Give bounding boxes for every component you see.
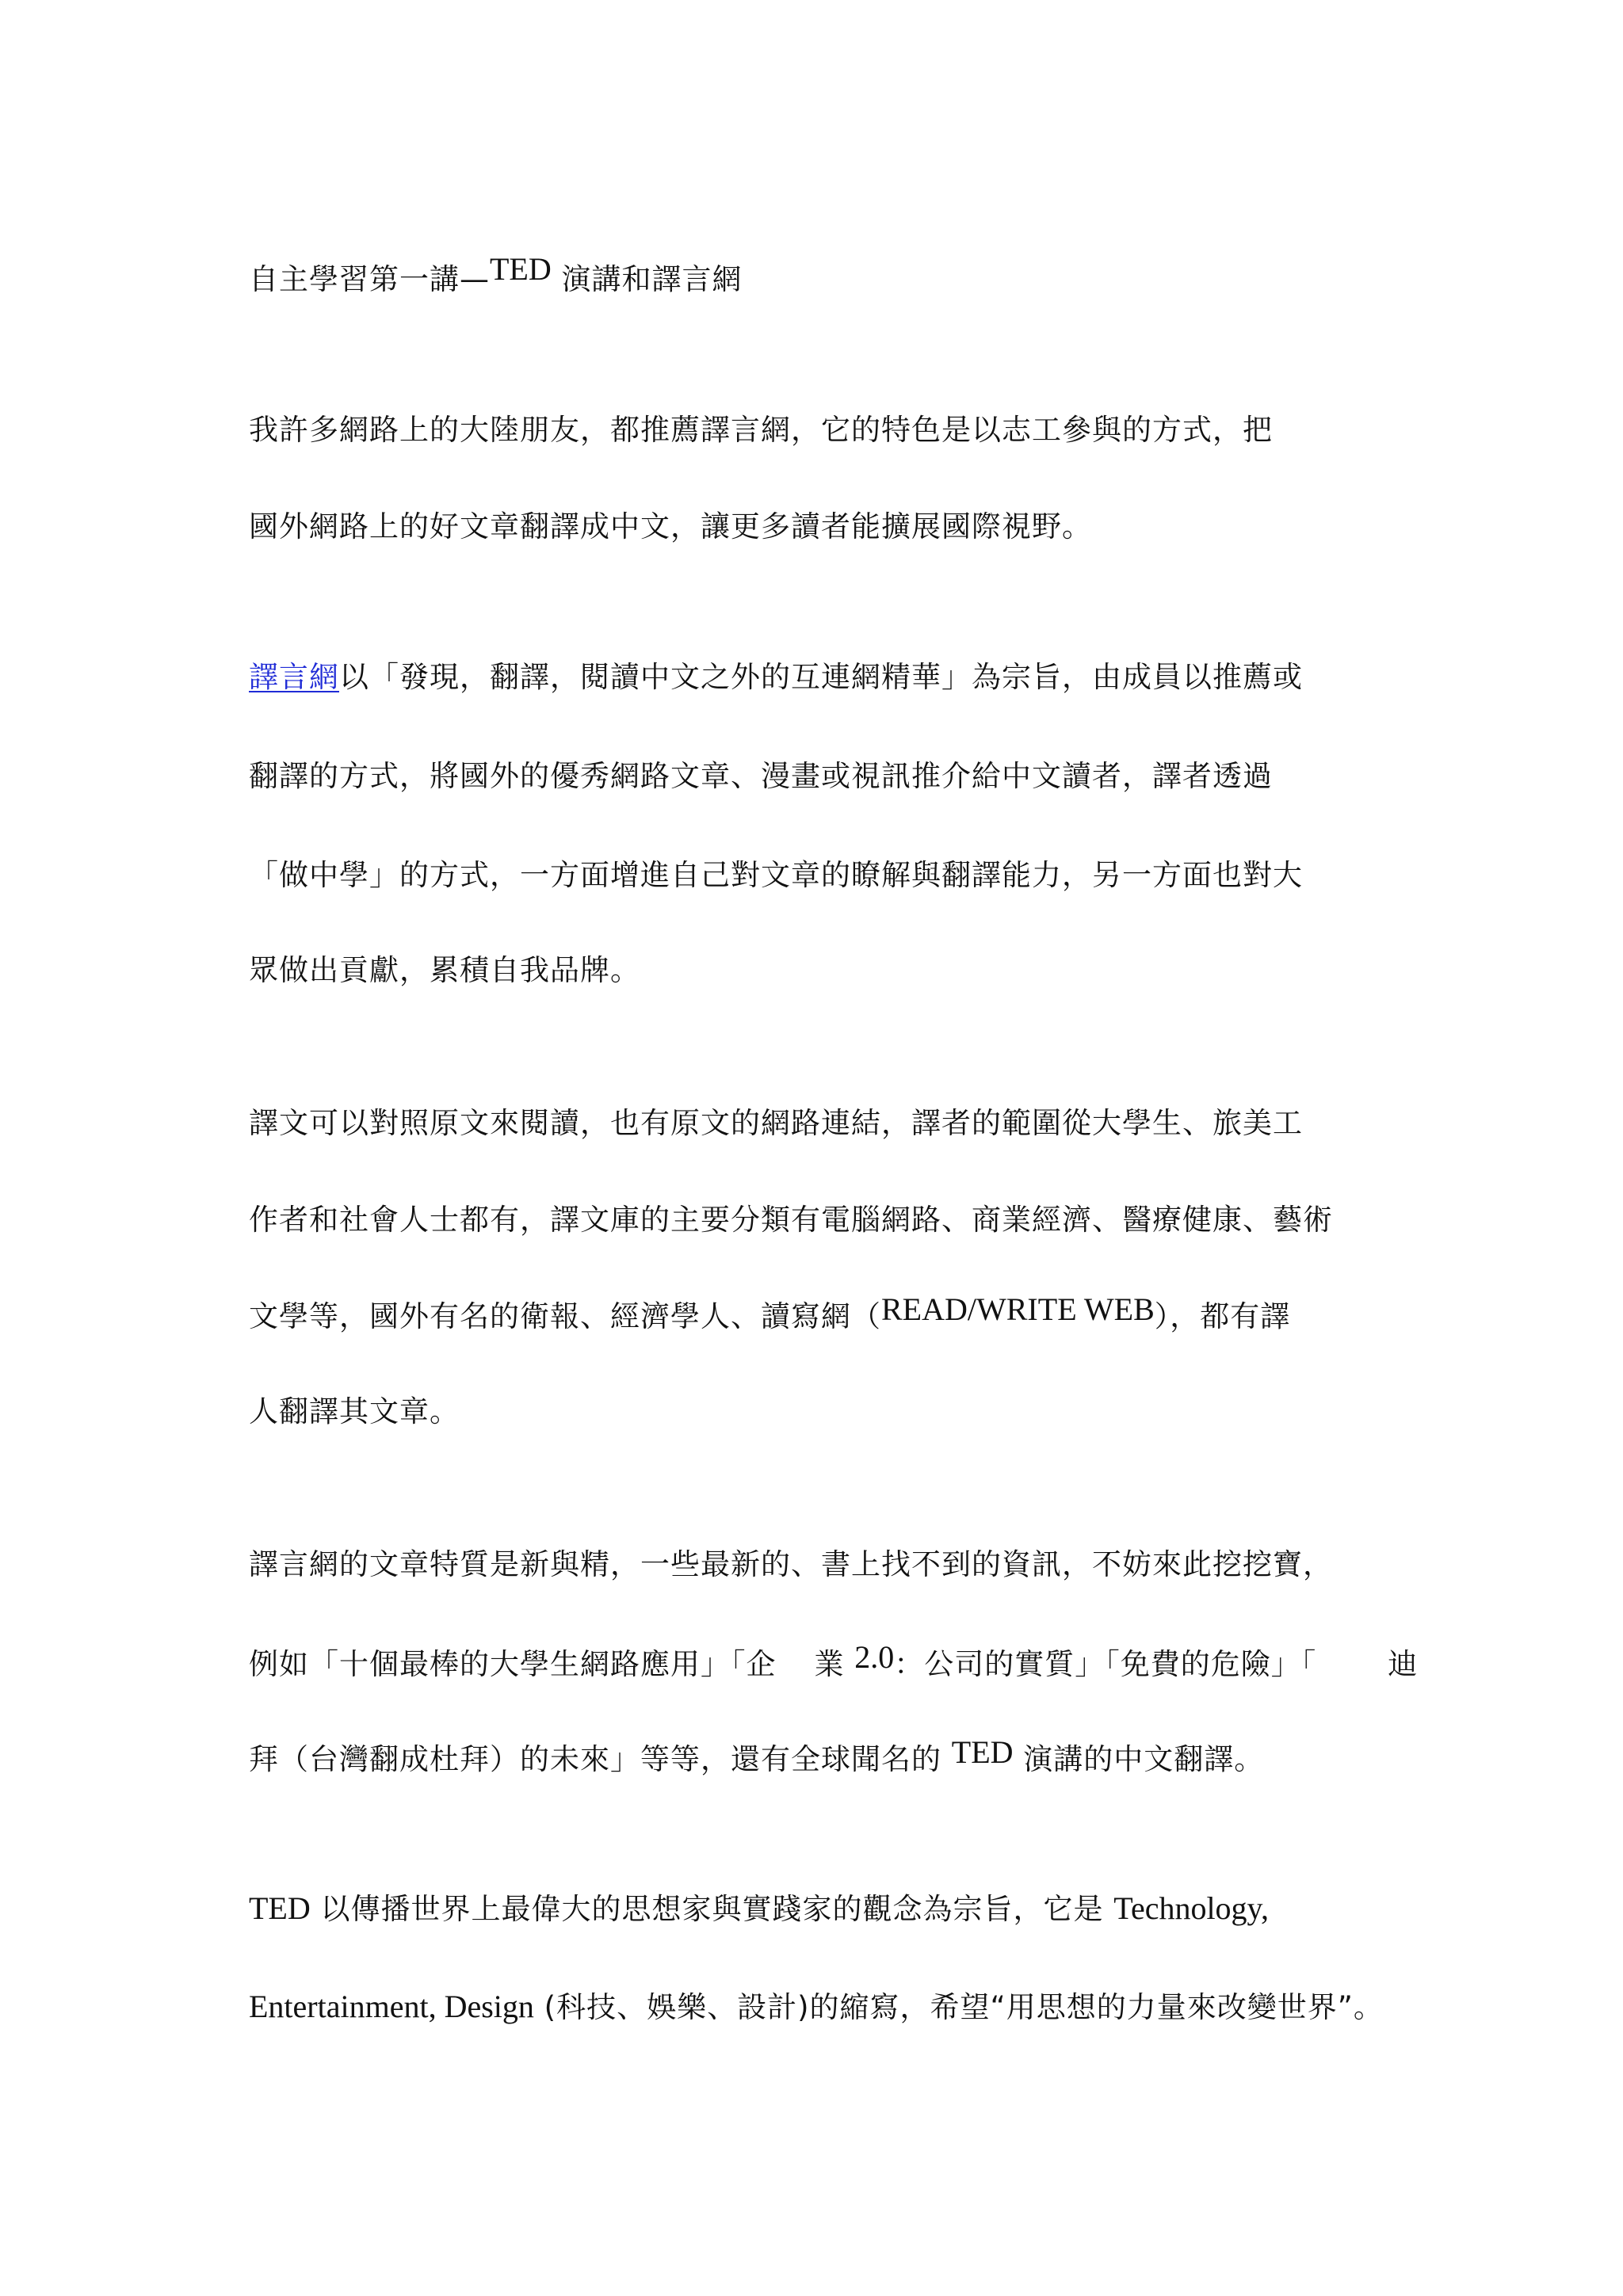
ted-acronym: TED: [249, 1890, 311, 1926]
title-part2: 演講和譯言網: [551, 262, 743, 296]
entertainment-design-text: Entertainment, Design: [249, 1989, 534, 2024]
paragraph-5-line-1-b: 以傳播世界上最偉大的思想家與實踐家的觀念為宗旨，它是: [310, 1892, 1114, 1926]
paragraph-4-line-2-d: ：公司的實質」「免費的危險」「: [894, 1647, 1317, 1681]
paragraph-2-line-3: 「做中學」的方式，一方面增進自己對文章的瞭解與翻譯能力，另一方面也對大: [249, 858, 1303, 892]
title-ted: TED: [490, 251, 552, 287]
version-number: 2.0: [854, 1639, 895, 1675]
paragraph-4-line-2-b: 業: [814, 1647, 845, 1681]
paragraph-3-line-1: 譯文可以對照原文來閱讀，也有原文的網路連結，譯者的範圍從大學生、旅美工: [249, 1106, 1303, 1140]
paragraph-5-line-2-b: (科技、娛樂、設計)的縮寫，希望“用思想的力量來改變世界”。: [533, 1990, 1384, 2024]
paragraph-4-line-3: [249, 1734, 1265, 1779]
paragraph-4-line-2-a: 例如「十個最棒的大學生網路應用」「企: [249, 1647, 777, 1681]
yeeyan-link[interactable]: 譯言網: [249, 660, 339, 694]
paragraph-5-line-2: [249, 1987, 1384, 2027]
paragraph-4-line-3-c: 演講的中文翻譯。: [1023, 1742, 1265, 1776]
title-part1: 自主學習第一講—: [249, 262, 490, 296]
paragraph-4-line-3-a: 拜（台灣翻成杜拜）的未來」等等，還有全球聞名的: [249, 1742, 941, 1776]
technology-text: Technology,: [1113, 1890, 1269, 1926]
document-title: [249, 251, 743, 299]
read-write-web-text: READ/WRITE WEB: [881, 1291, 1155, 1327]
paragraph-2-line-4: 眾做出貢獻，累積自我品牌。: [249, 953, 640, 987]
paragraph-2-line-2: 翻譯的方式，將國外的優秀網路文章、漫畫或視訊推介給中文讀者，譯者透過: [249, 759, 1273, 793]
ted-text: TED: [951, 1734, 1014, 1770]
paragraph-3-line-3: [249, 1291, 1291, 1337]
paragraph-1-line-1: 我許多網路上的大陸朋友，都推薦譯言網，它的特色是以志工參與的方式，把: [249, 413, 1273, 447]
paragraph-2-line-1-text: 以「發現，翻譯，閱讀中文之外的互連網精華」為宗旨，由成員以推薦或: [339, 660, 1303, 694]
paragraph-4-line-2-e: 迪: [1388, 1647, 1419, 1681]
paragraph-4-line-1: 譯言網的文章特質是新與精，一些最新的、書上找不到的資訊，不妨來此挖挖寶，: [249, 1547, 1333, 1581]
paragraph-3-line-3-c: ），都有譯: [1154, 1299, 1291, 1333]
paragraph-3-line-3-a: 文學等，國外有名的衛報、經濟學人、讀寫網（: [249, 1299, 881, 1333]
paragraph-1-line-2: 國外網路上的好文章翻譯成中文，讓更多讀者能擴展國際視野。: [249, 509, 1092, 543]
paragraph-4-line-2: [249, 1639, 1419, 1684]
paragraph-3-line-2: 作者和社會人士都有，譯文庫的主要分類有電腦網路、商業經濟、醫療健康、藝術: [249, 1203, 1333, 1237]
paragraph-3-line-4: 人翻譯其文章。: [249, 1394, 460, 1428]
paragraph-5-line-1: [249, 1889, 1269, 1929]
paragraph-2-line-1: [249, 658, 1303, 697]
